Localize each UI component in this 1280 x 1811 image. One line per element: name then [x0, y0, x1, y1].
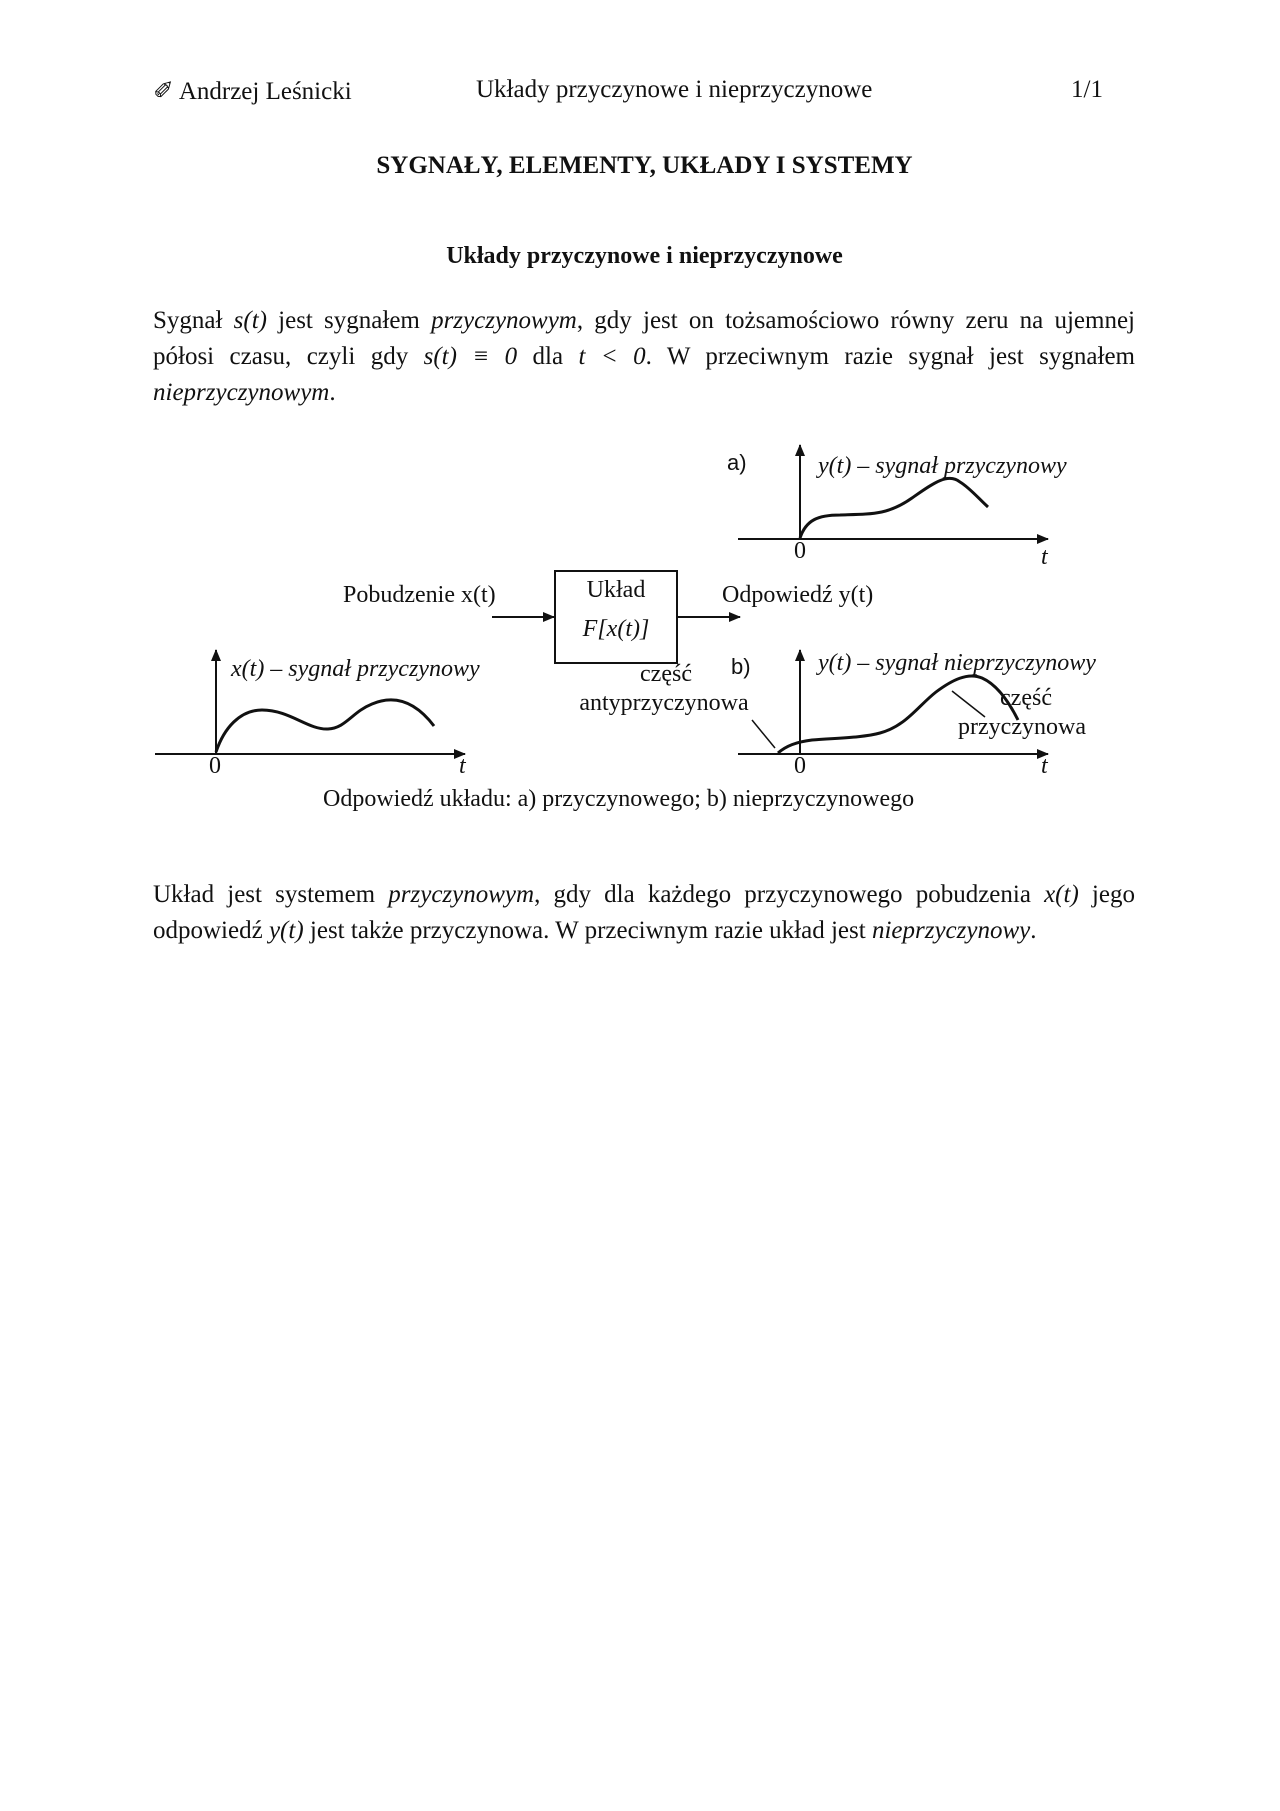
graph-a-label: y(t) – sygnał przyczynowy: [818, 453, 1067, 479]
emphasis-noncausal: nieprzyczynowy: [871, 917, 1031, 944]
text: jest sygnałem: [266, 307, 432, 334]
annotation-causal-line1: część: [1000, 685, 1052, 711]
graph-b-zero: 0: [794, 753, 806, 779]
graph-x-causal-curve: [216, 700, 434, 752]
block-title: Układ: [586, 577, 646, 603]
text: Układ jest systemem: [153, 881, 389, 908]
header-page-number: 1/1: [1071, 76, 1103, 103]
text: , gdy jest on tożsamościowo równy zeru na ujemnej półosi czasu, czyli gdy: [153, 307, 1135, 370]
graph-a-t-label: t: [1041, 544, 1048, 570]
label-a: a): [727, 450, 747, 475]
graph-b-label: y(t) – sygnał nieprzyczynowy: [818, 650, 1096, 676]
graph-x-label: x(t) – sygnał przyczynowy: [231, 656, 480, 682]
text: .: [1030, 917, 1037, 944]
page-title: SYGNAŁY, ELEMENTY, UKŁADY I SYSTEMY: [376, 152, 913, 179]
graph-a-causal-curve: [800, 478, 988, 538]
annotation-anticausal-line2: antyprzyczynowa: [579, 690, 749, 716]
graph-b-t-label: t: [1041, 753, 1048, 779]
emphasis-causal: przyczynowym: [431, 307, 577, 334]
paragraph-causal-system: [153, 877, 1135, 949]
causality-diagram: [0, 430, 1280, 830]
text: jest także przyczynowa. W przeciwnym razie układ jest: [303, 917, 872, 944]
math-y-t: y(t): [268, 917, 304, 944]
annotation-anticausal-pointer: [752, 720, 775, 748]
block-formula: F[x(t)]: [582, 616, 650, 642]
text: , gdy dla każdego przyczynowego pobudzenia: [534, 881, 1045, 908]
graph-a-zero: 0: [794, 538, 806, 564]
input-label: Pobudzenie x(t): [343, 582, 496, 608]
text: . W przeciwnym razie sygnał jest sygnałem: [645, 343, 1135, 370]
annotation-causal-line2: przyczynowa: [958, 714, 1086, 740]
graph-x-zero: 0: [209, 753, 221, 779]
label-b: b): [731, 654, 751, 679]
text: dla: [517, 343, 579, 370]
emphasis-causal: przyczynowym: [388, 881, 535, 908]
text: .: [329, 379, 336, 406]
math-x-t: x(t): [1044, 881, 1079, 908]
section-title: Układy przyczynowe i nieprzyczynowe: [446, 243, 843, 269]
math-t-less-zero: t < 0: [578, 343, 646, 370]
text: Sygnał: [153, 307, 234, 334]
emphasis-noncausal: nieprzyczynowym: [153, 379, 330, 406]
output-label: Odpowiedź y(t): [722, 582, 874, 608]
paragraph-causal-signal: [153, 303, 1135, 411]
graph-x-t-label: t: [459, 753, 466, 779]
header-author: ✐ Andrzej Leśnicki: [153, 78, 352, 105]
text: jego odpowiedź: [153, 881, 1135, 944]
math-s-identity-zero: s(t) ≡ 0: [423, 343, 518, 370]
annotation-anticausal-line1: część: [640, 661, 692, 687]
figure-caption: Odpowiedź układu: a) przyczynowego; b) nieprzyczynowego: [323, 786, 915, 812]
math-s-t: s(t): [233, 307, 267, 334]
header-topic: Układy przyczynowe i nieprzyczynowe: [476, 76, 873, 103]
